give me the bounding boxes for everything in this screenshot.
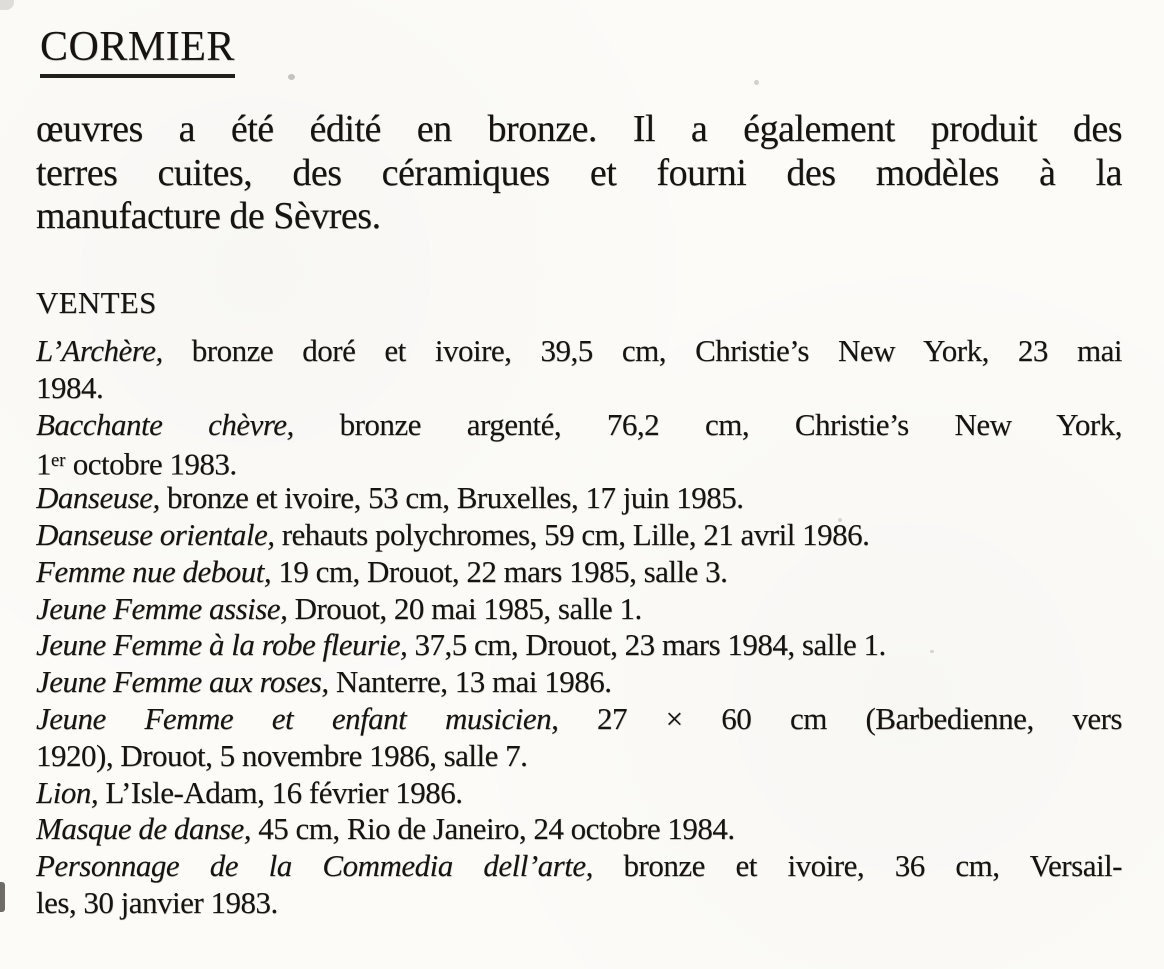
text-run: 27 × 60 cm (Barbedienne, vers — [558, 701, 1122, 737]
sale-entry — [36, 775, 1122, 812]
sale-line — [36, 443, 1122, 480]
sale-line — [36, 333, 1122, 370]
sale-line — [36, 591, 1122, 628]
sale-entry — [36, 517, 1122, 554]
work-title: Lion, — [36, 774, 99, 810]
sale-line — [36, 664, 1122, 701]
sale-line — [36, 517, 1122, 554]
text-run: 45 cm, Rio de Janeiro, 24 octobre 1984. — [250, 811, 735, 847]
intro-line — [36, 195, 1122, 239]
sale-entry — [36, 848, 1122, 922]
text-run: L’Isle-Adam, 16 février 1986. — [98, 774, 463, 810]
intro-line — [36, 152, 1122, 196]
text-run: les, 30 janvier 1983. — [36, 885, 278, 920]
work-title: Femme nue debout, — [36, 553, 272, 589]
sale-line — [36, 738, 1122, 775]
page-title: CORMIER — [40, 26, 235, 78]
work-title: Masque de danse, — [36, 811, 251, 847]
text-run: 37,5 cm, Drouot, 23 mars 1984, salle 1. — [407, 627, 886, 663]
intro-paragraph — [36, 108, 1122, 239]
text-run: Nanterre, 13 mai 1986. — [328, 664, 612, 700]
text-run: octobre 1983. — [65, 446, 237, 481]
work-title: Personnage de la Commedia dell’arte, — [36, 848, 593, 884]
scan-speck — [288, 74, 295, 80]
scan-speck — [754, 80, 759, 85]
section-heading-ventes: VENTES — [36, 284, 157, 320]
work-title: Jeune Femme aux roses, — [36, 664, 329, 700]
text-run: Drouot, 20 mai 1985, salle 1. — [287, 590, 642, 626]
sale-entry — [36, 811, 1122, 848]
text-run: 1 — [36, 446, 51, 481]
scan-speck — [930, 650, 934, 653]
work-title: L’Archère, — [36, 333, 163, 369]
text-run: 19 cm, Drouot, 22 mars 1985, salle 3. — [271, 553, 728, 589]
text-run: 1984. — [36, 369, 104, 405]
sales-list — [36, 333, 1122, 922]
text-run: rehauts polychromes, 59 cm, Lille, 21 avril 1986. — [274, 517, 870, 553]
text-run: bronze argenté, 76,2 cm, Christie’s New York, — [293, 406, 1122, 442]
sale-line — [36, 811, 1122, 848]
sale-entry — [36, 591, 1122, 628]
sale-entry — [36, 627, 1122, 664]
work-title: Jeune Femme à la robe fleurie, — [36, 627, 408, 663]
sale-line — [36, 885, 1122, 922]
text-run: bronze et ivoire, 53 cm, Bruxelles, 17 juin 1985. — [159, 480, 744, 516]
sale-line — [36, 627, 1122, 664]
text-run: 1920), Drouot, 5 novembre 1986, salle 7. — [36, 737, 528, 773]
sale-entry — [36, 407, 1122, 481]
sale-line — [36, 775, 1122, 812]
sale-entry — [36, 480, 1122, 517]
scan-edge-mark — [0, 882, 5, 912]
work-title: Jeune Femme assise, — [36, 590, 288, 626]
text-run: terres cuites, des céramiques et fourni des modèles à la — [36, 151, 1122, 194]
sale-line — [36, 848, 1122, 885]
text-run: œuvres a été édité en bronze. Il a également produit des — [36, 108, 1122, 150]
sale-entry — [36, 701, 1122, 775]
intro-line — [36, 108, 1122, 152]
text-run: manufacture de Sèvres. — [36, 195, 381, 237]
sale-line — [36, 480, 1122, 517]
sale-line — [36, 407, 1122, 444]
work-title: Bacchante chèvre, — [36, 406, 294, 442]
text-run: bronze et ivoire, 36 cm, Versail- — [592, 848, 1122, 884]
work-title: Jeune Femme et enfant musicien, — [36, 701, 559, 737]
sale-entry — [36, 554, 1122, 591]
work-title: Danseuse, — [36, 480, 160, 516]
ordinal-superscript: er — [51, 450, 66, 472]
scan-speck — [838, 518, 842, 522]
text-run: bronze doré et ivoire, 39,5 cm, Christie’s New York, 23 mai — [162, 333, 1122, 369]
work-title: Danseuse orientale, — [36, 517, 275, 553]
sale-line — [36, 554, 1122, 591]
sale-entry — [36, 664, 1122, 701]
sale-entry — [36, 333, 1122, 407]
sale-line — [36, 370, 1122, 407]
sale-line — [36, 701, 1122, 738]
